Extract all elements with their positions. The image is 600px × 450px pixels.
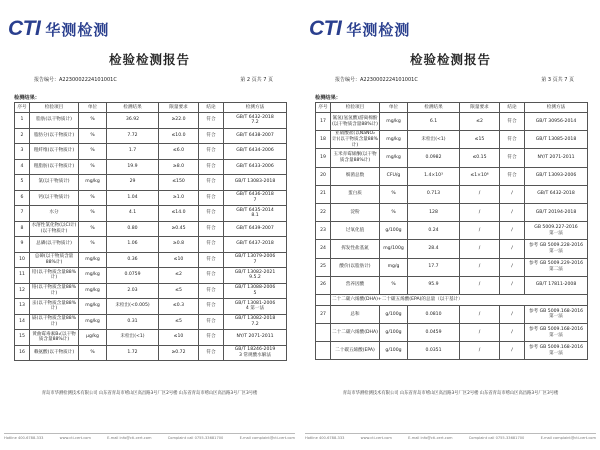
table-cell: % (79, 113, 107, 129)
table-cell: 10 (15, 252, 30, 268)
table-cell: 1.04 (107, 190, 159, 206)
table-cell: 总和 (331, 305, 380, 323)
table-cell: GB/T 13082-2021 9.5.2 (224, 268, 287, 284)
table-cell: 亚硝酸盐(以NaNO₂计)(以干物质含量88%计) (332, 131, 378, 148)
table-cell: 9 (15, 237, 30, 253)
table-cell: NY/T 2071-2011 (224, 330, 287, 346)
table-cell: / (500, 342, 525, 360)
table-cell: 二十二碳六烯酸(DHA) (331, 324, 380, 342)
table-cell: 95.9 (408, 276, 460, 294)
table-cell: GB/T 6437-2018 (224, 237, 287, 253)
table-row (15, 175, 287, 191)
table-cell: / (460, 258, 500, 276)
results-table (315, 102, 588, 360)
table-cell: GB/T 6432-2018 7.2 (224, 113, 287, 129)
table-row (15, 113, 287, 129)
table-cell: 水分 (30, 206, 79, 222)
table-cell: / (500, 276, 525, 294)
table-cell: g/100g (380, 222, 408, 240)
table-cell: 16 (15, 345, 30, 361)
table-cell: 17.7 (408, 258, 460, 276)
table-cell: 2.03 (107, 283, 159, 299)
table-cell: GB 5009.227-2016 第一法 (525, 222, 588, 240)
table-cell: % (79, 159, 107, 175)
column-header: 结论 (199, 103, 224, 113)
table-cell: mg/kg (79, 252, 107, 268)
table-header-row (15, 103, 287, 113)
table-cell: % (380, 276, 408, 294)
column-header: 单位 (380, 103, 408, 113)
table-cell: 26 (316, 276, 331, 294)
table-cell: / (460, 342, 500, 360)
table-cell: mg/kg (79, 283, 107, 299)
table-cell: GB/T 6438-2007 (224, 128, 287, 144)
column-header: 限量要求 (159, 103, 199, 113)
cti-logo (8, 14, 109, 44)
column-header: 检测结果 (408, 103, 460, 113)
table-body (316, 113, 588, 360)
table-cell: 符合 (199, 190, 224, 206)
logo-cn-text: 华测检测 (45, 20, 110, 39)
table-cell: / (500, 222, 525, 240)
table-cell: % (79, 237, 107, 253)
table-cell: CFU/g (380, 167, 408, 185)
table-cell: 5 (15, 175, 30, 191)
table-cell: GB/T 6436-2018 7 (224, 190, 287, 206)
table-cell: mg/kg (79, 299, 107, 315)
table-cell: 符合 (500, 149, 525, 167)
table-cell: mg/kg (380, 113, 408, 131)
table-cell: 参考 GB 5009.228-2016 第一法 (525, 240, 588, 258)
table-cell: ≤15 (460, 131, 500, 149)
table-cell: 符合 (199, 237, 224, 253)
footer-item: Hotline 400-6788-333 (4, 436, 44, 440)
table-cell: / (460, 305, 500, 323)
column-header: 结论 (500, 103, 525, 113)
table-cell: g/100g (380, 324, 408, 342)
table-cell: 氰氢(氢氢酸)游离棉酚(以干物质含量88%计) (331, 113, 380, 131)
table-cell: 0.36 (107, 252, 159, 268)
table-cell: 粗脂肪(以干物质计) (30, 159, 79, 175)
table-row (15, 330, 287, 346)
table-cell: 参考 GB 5009.168-2016 第一法 (525, 342, 588, 360)
report-page-2 (4, 6, 295, 446)
table-cell: ≤10 (159, 330, 199, 346)
table-cell: 汞(以干物质含量88%计) (30, 299, 79, 315)
report-title: 检验检测报告 (108, 52, 190, 67)
table-cell: 未检出(<0.005) (107, 299, 159, 315)
table-cell: / (500, 324, 525, 342)
table-cell: % (380, 203, 408, 221)
table-row (15, 252, 287, 268)
table-row (316, 258, 588, 276)
footer-item: Complaint call 0755-33681700 (167, 436, 224, 440)
table-cell: 脂肪分(以干物质计) (30, 128, 79, 144)
table-cell: 细菌总数 (331, 167, 380, 185)
table-row (15, 206, 287, 222)
table-cell: GB/T 30956-2014 (525, 113, 588, 131)
table-cell: 14 (15, 314, 30, 330)
table-cell: ≤6.0 (159, 144, 199, 160)
table-cell: 19 (316, 149, 331, 167)
footer-item: www.cti-cert.com (59, 436, 91, 440)
table-cell: 23 (316, 222, 331, 240)
table-cell: g/100g (380, 342, 408, 360)
table-cell: 未检出(<1) (107, 330, 159, 346)
table-cell: 1 (15, 113, 30, 129)
table-cell: mg/kg (79, 268, 107, 284)
lab-address-note: 青岛市华测检测技术有限公司 山东省青岛市崂山区高昌路3号厂区2号楼 山东省青岛市崂山区高昌路3号厂区3号楼 (41, 391, 258, 396)
table-cell: 符合 (199, 345, 224, 361)
lab-address-note: 青岛市华测检测技术有限公司 山东省青岛市崂山区高昌路3号厂区2号楼 山东省青岛市崂山区高昌路3号厂区3号楼 (342, 391, 559, 396)
table-cell: ≥0.8 (159, 237, 199, 253)
table-cell: 黄曲霉毒素B₁(以干物质含量88%计) (30, 330, 79, 346)
table-cell: 128 (408, 203, 460, 221)
table-cell: 符合 (199, 314, 224, 330)
table-cell: 0.0982 (408, 149, 460, 167)
table-cell: 13 (15, 299, 30, 315)
table-cell: GB/T 6435-2014 8.1 (224, 206, 287, 222)
table-cell: 符合 (199, 113, 224, 129)
table-cell: 脂肪(以干物质计) (30, 113, 79, 129)
table-cell: 7.72 (107, 128, 159, 144)
table-cell: 0.80 (107, 221, 159, 237)
table-cell: 总磷(以干物质计) (30, 237, 79, 253)
table-cell: GB/T 13079-2006 7 (224, 252, 287, 268)
table-cell: 蛋白质 (331, 185, 380, 203)
column-header: 检验项目 (30, 103, 79, 113)
table-cell: 0.0759 (107, 268, 159, 284)
footer-item: E-mail complaint@cti-cert.com (540, 436, 596, 440)
table-cell: ≤10 (159, 252, 199, 268)
report-meta (16, 76, 283, 85)
table-cell: μg/kg (79, 330, 107, 346)
table-group-row (316, 294, 588, 305)
table-cell: NY/T 2071-2011 (525, 149, 588, 167)
table-header-row (316, 103, 588, 113)
table-cell: / (500, 203, 525, 221)
table-cell: 0.0459 (408, 324, 460, 342)
page-number: 第 3 页共 7 页 (541, 77, 574, 83)
table-cell: 参考 GB 5009.168-2016 第一法 (525, 305, 588, 323)
table-cell: 符合 (199, 252, 224, 268)
table-cell: 符合 (199, 144, 224, 160)
table-cell: 符合 (500, 113, 525, 131)
table-row (316, 113, 588, 131)
table-cell: 玉米赤霉烯酮(以干物质含量88%计) (331, 149, 380, 167)
column-header: 限量要求 (460, 103, 500, 113)
table-cell: 18 (316, 131, 331, 149)
table-cell: g/100g (380, 305, 408, 323)
table-row (316, 240, 588, 258)
table-cell: ≤0.3 (159, 299, 199, 315)
table-row (316, 305, 588, 323)
table-cell: ≥0.45 (159, 221, 199, 237)
table-row (316, 342, 588, 360)
table-cell: 1.7 (107, 144, 159, 160)
table-row (15, 345, 287, 361)
table-cell: 20 (316, 167, 331, 185)
logo-cn-text: 华测检测 (346, 20, 411, 39)
table-cell: 氯(以干物质计) (30, 175, 79, 191)
table-row (316, 131, 588, 149)
report-number: 报告编号：A2230002224101001C (335, 77, 418, 83)
table-cell: 17 (316, 113, 331, 131)
table-cell: 36.92 (107, 113, 159, 129)
table-cell: ≤14.0 (159, 206, 199, 222)
table-cell: / (460, 324, 500, 342)
column-header: 检测结果 (107, 103, 159, 113)
table-cell: 6 (15, 190, 30, 206)
table-cell: / (460, 222, 500, 240)
table-cell: 0.31 (107, 314, 159, 330)
table-cell: 符合 (199, 221, 224, 237)
table-row (316, 167, 588, 185)
page-number: 第 2 页共 7 页 (240, 77, 273, 83)
table-cell: 参考 GB 5009.229-2016 第二法 (525, 258, 588, 276)
table-cell: 符合 (199, 283, 224, 299)
table-cell (316, 342, 331, 360)
section-heading: 检测结果： (14, 95, 40, 101)
table-cell: % (79, 345, 107, 361)
table-cell: 符合 (199, 159, 224, 175)
table-cell: ≥1.0 (159, 190, 199, 206)
footer-item: E-mail complaint@cti-cert.com (239, 436, 295, 440)
table-cell: 0.0351 (408, 342, 460, 360)
table-cell: ≥8.0 (159, 159, 199, 175)
table-cell: 粗纤维(以干物质计) (30, 144, 79, 160)
table-cell: 符合 (199, 330, 224, 346)
table-cell: GB/T 13083-2018 (224, 175, 287, 191)
table-cell: % (79, 190, 107, 206)
table-cell: 22 (316, 203, 331, 221)
table-cell: 19.9 (107, 159, 159, 175)
table-cell: 24 (316, 240, 331, 258)
table-cell: % (79, 221, 107, 237)
table-cell: GB/T 13088-2006 5 (224, 283, 287, 299)
table-row (15, 314, 287, 330)
table-cell: 未检出(<1) (408, 131, 460, 149)
table-cell: GB/T 13085-2018 (525, 131, 588, 149)
table-cell: / (460, 276, 500, 294)
table-row (316, 185, 588, 203)
column-header: 序号 (316, 103, 331, 113)
table-cell: GB/T 6439-2007 (224, 221, 287, 237)
table-cell: mg/100g (380, 240, 408, 258)
table-cell: 15 (15, 330, 30, 346)
table-cell: mg/kg (79, 314, 107, 330)
table-cell: 28.4 (408, 240, 460, 258)
table-cell: 二十碳五烯酸(EPA) (331, 342, 380, 360)
table-cell: 符合 (199, 268, 224, 284)
table-cell: 参考 GB 5009.168-2016 第一法 (525, 324, 588, 342)
column-header: 检验项目 (331, 103, 380, 113)
table-cell: 镉(以干物质含量88%计) (30, 314, 79, 330)
table-cell: ≤5 (159, 283, 199, 299)
table-row (15, 237, 287, 253)
table-cell: 符合 (199, 299, 224, 315)
table-cell: 25 (316, 258, 331, 276)
table-cell: ≤10.0 (159, 128, 199, 144)
table-cell: mg/kg (380, 131, 408, 149)
table-cell: mg/g (380, 258, 408, 276)
table-cell: 8 (15, 221, 30, 237)
footer-item: E-mail info@cti-cert.com (408, 436, 453, 440)
table-cell: mg/kg (380, 149, 408, 167)
table-cell: % (79, 206, 107, 222)
table-cell: 21 (316, 185, 331, 203)
table-cell: GB/T 6432-2018 (525, 185, 588, 203)
column-header: 检测方法 (525, 103, 588, 113)
group-label: 二十二碳六烯酸(DHA)+二十碳五烯酸(EPA)的总量（以干基计） (331, 294, 588, 305)
table-cell: % (79, 128, 107, 144)
table-cell: / (500, 240, 525, 258)
table-cell: ≤2 (460, 113, 500, 131)
table-cell: % (79, 144, 107, 160)
table-cell: 0.24 (408, 222, 460, 240)
table-row (15, 128, 287, 144)
table-cell: 4.1 (107, 206, 159, 222)
table-cell: ≤1×10⁶ (460, 167, 500, 185)
report-title: 检验检测报告 (409, 52, 491, 67)
results-table (14, 102, 287, 361)
table-cell: 淀粉 (331, 203, 380, 221)
table-cell: ≤2 (159, 268, 199, 284)
table-cell: 0.0810 (408, 305, 460, 323)
table-cell: GB/T 20194-2018 (525, 203, 588, 221)
table-cell: 符合 (500, 167, 525, 185)
table-cell: GB/T 6433-2006 (224, 159, 287, 175)
table-cell: GB/T 17811-2008 (525, 276, 588, 294)
table-cell: 0.713 (408, 185, 460, 203)
table-cell: 铅(以干物质含量88%计) (30, 268, 79, 284)
logo-cti-text: CTI (309, 17, 342, 40)
table-cell: 总砷(以干物质含量88%计) (30, 252, 79, 268)
table-cell: 12 (15, 283, 30, 299)
column-header: 单位 (79, 103, 107, 113)
table-cell: GB/T 6434-2006 (224, 144, 287, 160)
table-cell: / (460, 240, 500, 258)
table-cell: 赖氨酸(以干物质计) (30, 345, 79, 361)
page-footer (305, 433, 596, 440)
table-row (316, 149, 588, 167)
table-cell: 符合 (500, 131, 525, 149)
table-cell: 酸价(以脂肪计) (331, 258, 380, 276)
table-row (15, 190, 287, 206)
table-cell: 符合 (199, 175, 224, 191)
table-cell: / (500, 305, 525, 323)
table-cell: 过氧化值 (331, 222, 380, 240)
table-cell: 1.06 (107, 237, 159, 253)
footer-item: Hotline 400-6788-333 (305, 436, 345, 440)
report-page-3 (305, 6, 596, 446)
table-row (15, 159, 287, 175)
table-cell (316, 324, 331, 342)
table-row (316, 203, 588, 221)
table-cell: % (380, 185, 408, 203)
table-cell: / (460, 185, 500, 203)
table-row (15, 268, 287, 284)
footer-item: Complaint call 0755-33681700 (468, 436, 525, 440)
page-footer (4, 433, 295, 440)
footer-item: E-mail info@cti-cert.com (107, 436, 152, 440)
table-cell: / (500, 185, 525, 203)
cti-logo (309, 14, 410, 44)
table-cell: 27 (316, 305, 331, 323)
footer-item: www.cti-cert.com (360, 436, 392, 440)
table-cell: GB/T 13082-2018 7.2 (224, 314, 287, 330)
table-cell: 符合 (199, 206, 224, 222)
table-cell: ≤150 (159, 175, 199, 191)
table-row (316, 276, 588, 294)
table-cell: / (460, 203, 500, 221)
report-meta (317, 76, 584, 85)
table-cell: 29 (107, 175, 159, 191)
column-header: 序号 (15, 103, 30, 113)
table-row (15, 144, 287, 160)
table-cell: GB/T 13093-2006 (525, 167, 588, 185)
table-cell: ≤5 (159, 314, 199, 330)
section-heading: 检测结果： (315, 95, 341, 101)
table-cell: 符合 (199, 128, 224, 144)
logo-cti-text: CTI (8, 17, 41, 40)
table-cell: 7 (15, 206, 30, 222)
table-cell: 钙(以干物质计) (30, 190, 79, 206)
table-cell: 6.1 (408, 113, 460, 131)
table-row (15, 299, 287, 315)
table-cell: mg/kg (79, 175, 107, 191)
table-cell: 水溶性氯化物(以Cl计)(以干物质计) (30, 221, 79, 237)
table-cell: 1.4×10³ (408, 167, 460, 185)
table-cell: 铬(以干物质含量88%计) (30, 283, 79, 299)
table-cell: 1.72 (107, 345, 159, 361)
table-cell: 4 (15, 159, 30, 175)
table-cell: 11 (15, 268, 30, 284)
table-row (15, 283, 287, 299)
table-body (15, 113, 287, 361)
table-row (316, 222, 588, 240)
table-row (15, 221, 287, 237)
table-cell: ≤0.15 (460, 149, 500, 167)
table-cell: / (500, 258, 525, 276)
table-cell: 2 (15, 128, 30, 144)
table-cell: 3 (15, 144, 30, 160)
table-cell: ≥22.0 (159, 113, 199, 129)
report-number: 报告编号：A2230002224101001C (34, 77, 117, 83)
table-cell: 挥发性盐基氮 (331, 240, 380, 258)
column-header: 检测方法 (224, 103, 287, 113)
table-cell: ≥0.72 (159, 345, 199, 361)
table-cell: GB/T 13081-2006 4 第一法 (224, 299, 287, 315)
table-cell: GB/T 18246-2019 3 常规酸水解法 (224, 345, 287, 361)
table-cell: 营养因酸 (331, 276, 380, 294)
table-row (316, 324, 588, 342)
